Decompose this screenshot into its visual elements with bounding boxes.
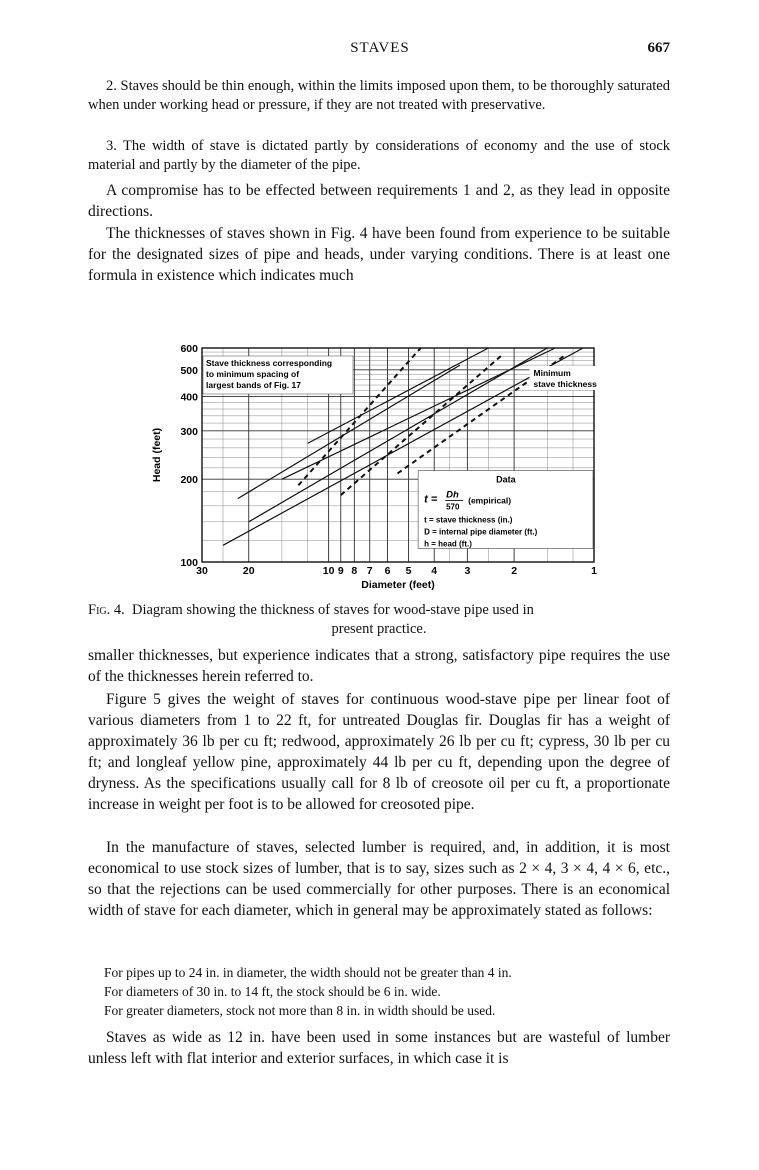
paragraph-weight: Figure 5 gives the weight of staves for continuous wood-stave pipe per linear foot of various diameters from 1 to 22 ft, for untreated Douglas fir. Douglas fir has a weight of approximately 36 lb per cu ft; redwood, approximately 26 lb per cu ft; cypress, 30 lb per cu ft; and longleaf yellow pine, approximately 44 lb per cu ft, depending upon the degree of dryness. As the specifications usually call for 8 lb of creosote oil per cu ft, a proportionate increase in weight per foot is to be allowed for creosoted pipe. — [88, 691, 670, 813]
y-tick-label: 500 — [180, 364, 198, 377]
annotation-spacing-text: Stave thickness corresponding — [206, 358, 333, 368]
paragraph-smaller: smaller thicknesses, but experience indicates that a strong, satisfactory pipe requires the use of the thicknesses herein referred to. — [88, 647, 670, 685]
x-tick-label: 30 — [196, 565, 208, 577]
page-header — [90, 40, 670, 64]
y-tick-label: 600 — [180, 343, 198, 355]
legend-formula-note: (empirical) — [468, 495, 512, 506]
y-tick-label: 100 — [180, 557, 198, 569]
page-number: 667 — [647, 40, 670, 56]
stave-thickness-chart — [140, 340, 620, 600]
annotation-spacing-text: to minimum spacing of — [206, 369, 300, 379]
x-tick-label: 4 — [431, 565, 438, 577]
legend-h-definition: h = head (ft.) — [424, 539, 472, 549]
width-rule-1: For pipes up to 24 in. in diameter, the width should not be greater than 4 in. — [104, 965, 512, 980]
running-title: STAVES — [350, 40, 410, 56]
x-tick-label: 5 — [405, 565, 412, 577]
list-item-2: 2. Staves should be thin enough, within the limits imposed upon them, to be thoroughly saturated when under working head or pressure, if they are not treated with preservative. — [88, 78, 670, 113]
figure-caption — [88, 601, 670, 639]
caption-label: Fig. 4. — [88, 602, 125, 618]
x-tick-label: 1 — [591, 565, 597, 577]
legend-d-definition: D = internal pipe diameter (ft.) — [424, 527, 538, 537]
legend-title: Data — [496, 474, 516, 485]
caption-line-1: Diagram showing the thickness of staves for wood-stave pipe used in — [132, 602, 534, 618]
x-tick-label: 3 — [464, 565, 471, 577]
width-rule-2: For diameters of 30 in. to 14 ft, the stock should be 6 in. wide. — [104, 984, 441, 999]
x-tick-label: 9 — [337, 565, 344, 577]
x-tick-label: 2 — [511, 565, 518, 577]
x-tick-label: 7 — [366, 565, 373, 577]
y-axis-label: Head (feet) — [151, 427, 163, 483]
width-rule-3: For greater diameters, stock not more than 8 in. in width should be used. — [104, 1003, 496, 1018]
list-item-3: 3. The width of stave is dictated partly by considerations of economy and the use of stock material and partly by the diameter of the pipe. — [88, 138, 670, 173]
y-tick-label: 300 — [180, 425, 198, 438]
x-tick-label: 8 — [351, 565, 358, 577]
caption-line-2: present practice. — [331, 621, 427, 637]
annotation-minimum-text: stave thickness — [533, 379, 597, 389]
paragraph-manufacture: In the manufacture of staves, selected lumber is required, and, in addition, it is most economical to use stock sizes of lumber, that is to say, sizes such as 2 × 4, 3 × 4, 4 × 6, etc., so that the rejections can be used commercially for other purposes. There is an economical width of stave for each diameter, which in general may be approximately stated as follows: — [88, 839, 670, 919]
y-tick-label: 400 — [180, 391, 198, 404]
x-tick-label: 10 — [322, 565, 335, 577]
legend-formula-lhs: t = — [424, 493, 438, 506]
paragraph-compromise: A compromise has to be effected between requirements 1 and 2, as they lead in opposite directions. — [88, 182, 670, 220]
legend-formula-denominator: 570 — [446, 502, 460, 512]
x-tick-label: 6 — [384, 565, 391, 577]
figure-4 — [140, 340, 620, 600]
legend-formula-numerator: Dh — [446, 489, 459, 501]
annotation-spacing-text: largest bands of Fig. 17 — [206, 380, 301, 390]
x-axis-label: Diameter (feet) — [361, 579, 435, 591]
paragraph-thicknesses: The thicknesses of staves shown in Fig. 4 have been found from experience to be suitable for the designated sizes of pipe and heads, under varying conditions. There is at least one formula in existence which indicates much — [88, 225, 670, 284]
y-tick-label: 200 — [180, 474, 198, 487]
x-tick-label: 20 — [242, 565, 255, 577]
paragraph-wide-staves: Staves as wide as 12 in. have been used in some instances but are wasteful of lumber unless left with flat interior and exterior surfaces, in which case it is — [88, 1029, 670, 1067]
annotation-minimum-text: Minimum — [533, 368, 571, 378]
legend-t-definition: t = stave thickness (in.) — [424, 515, 513, 525]
